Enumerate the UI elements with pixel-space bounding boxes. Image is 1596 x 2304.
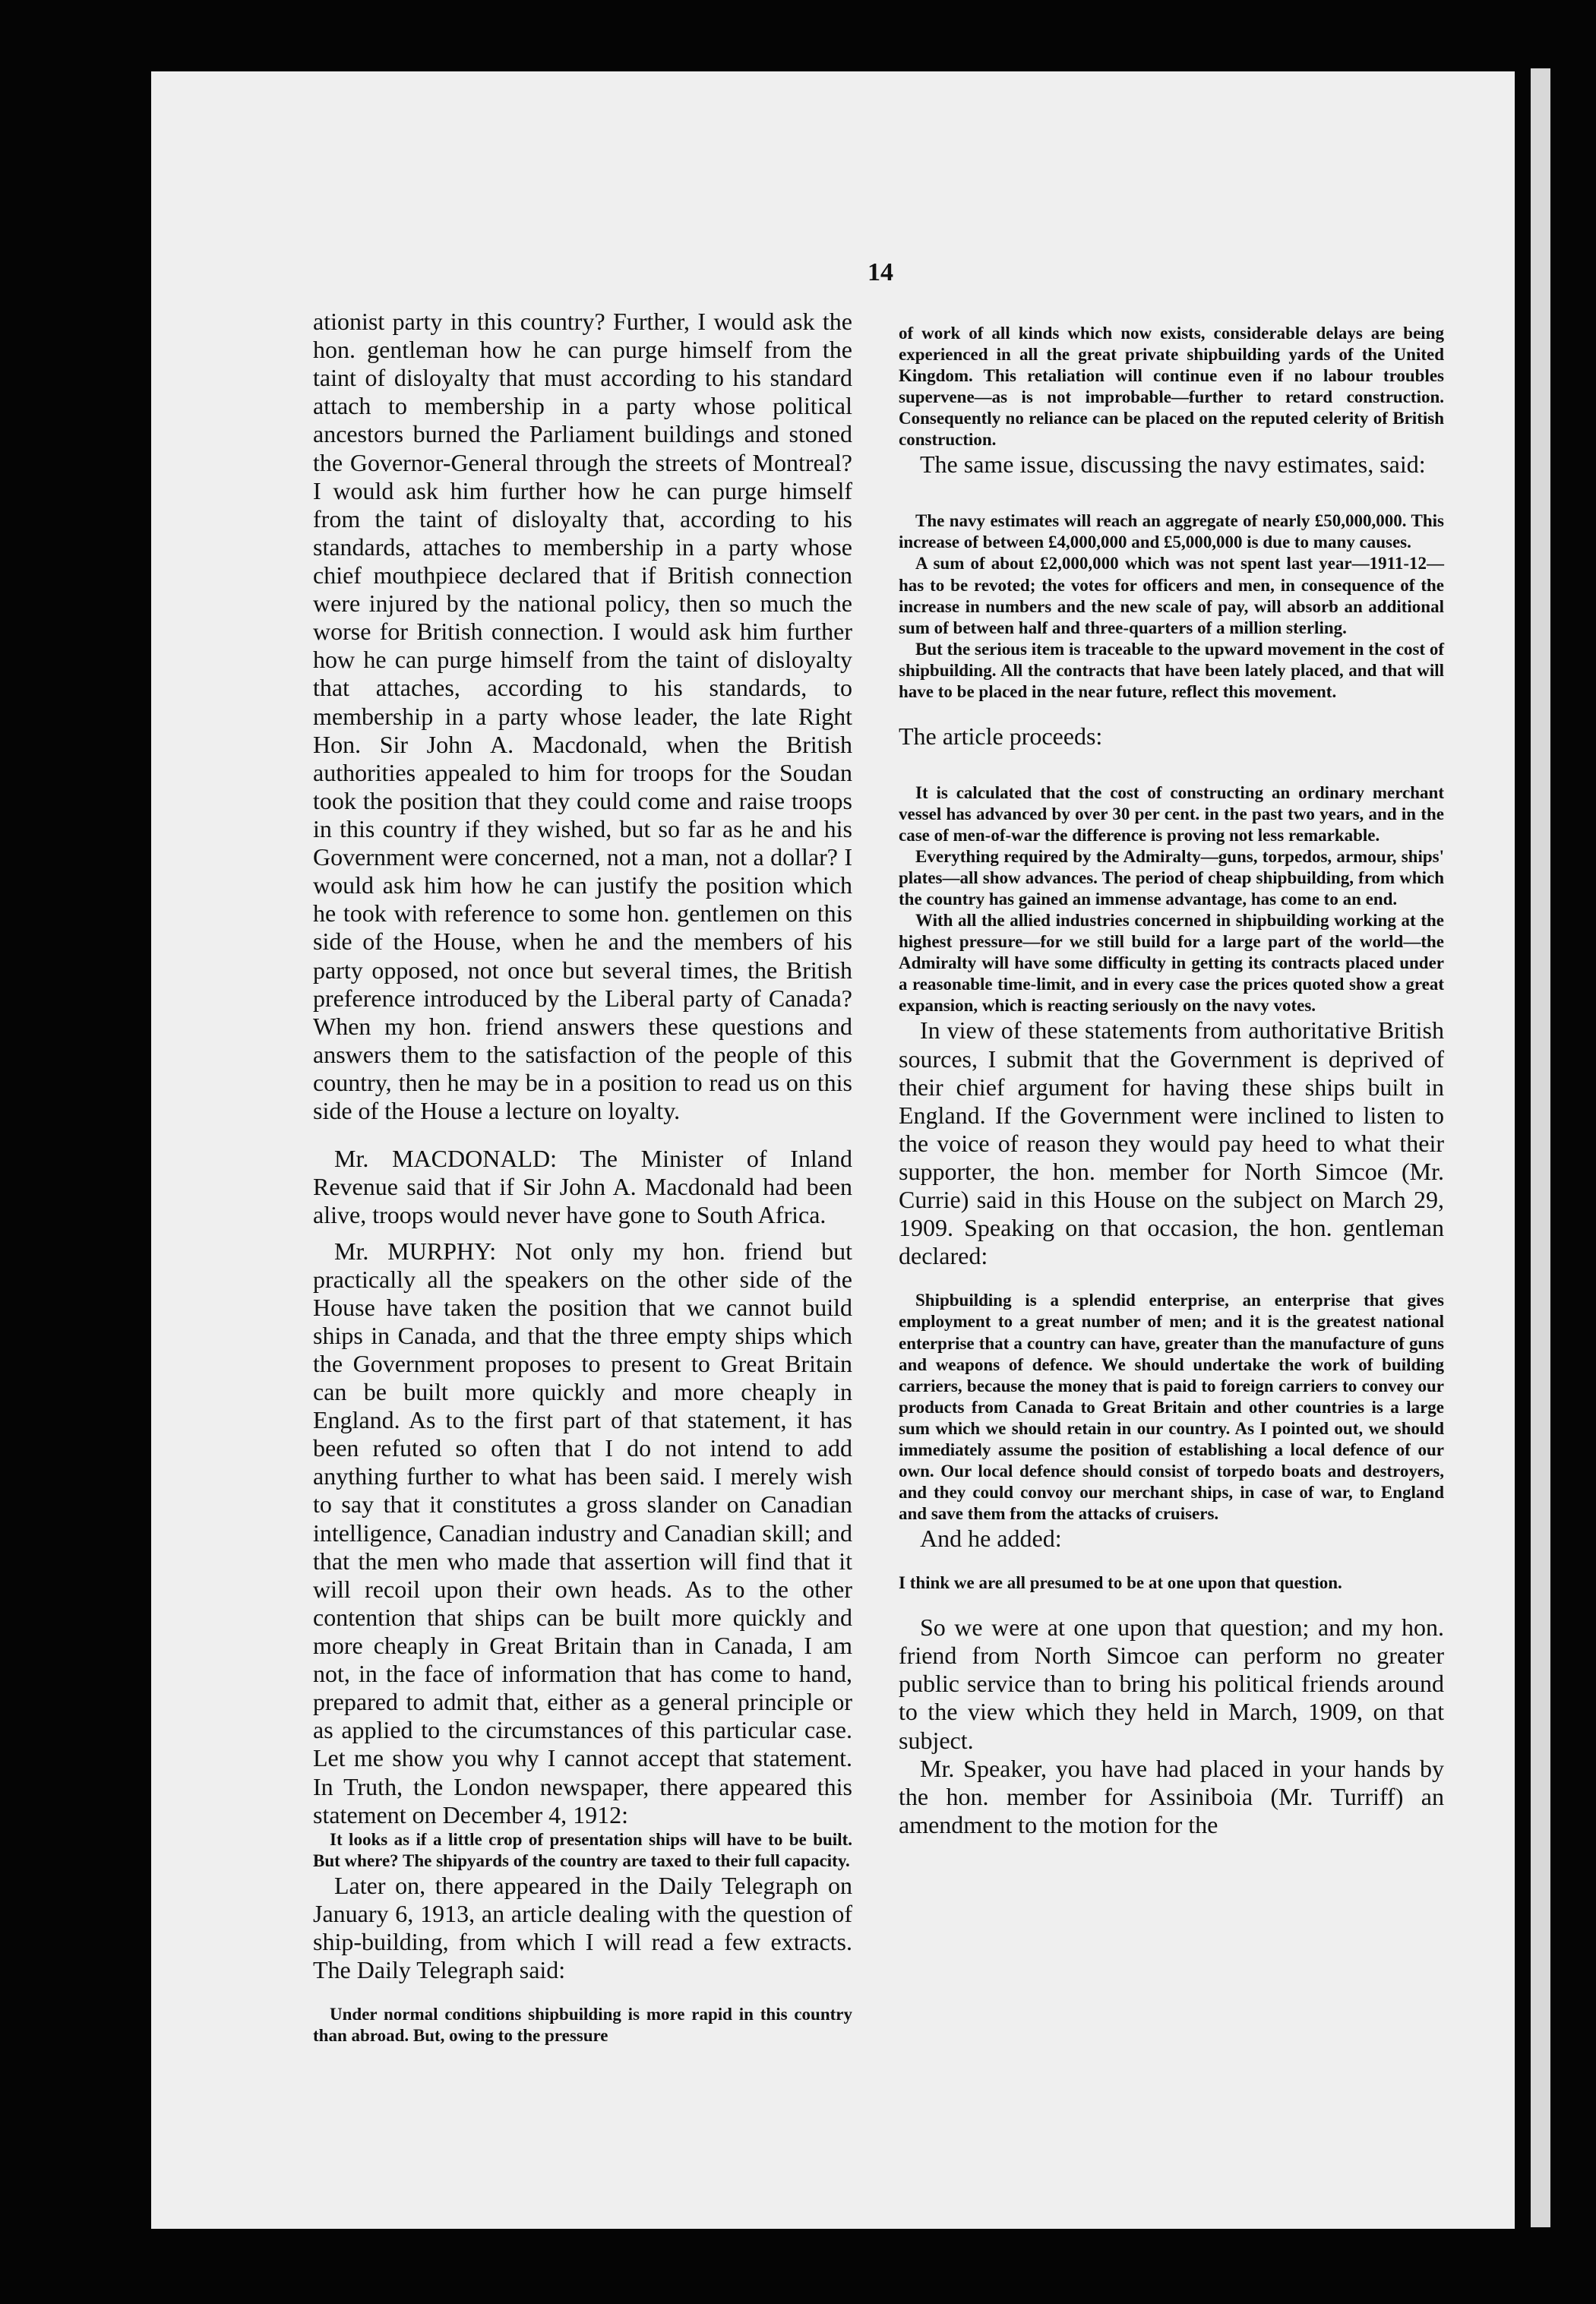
paragraph: The same issue, discussing the navy estimates, said: [920, 450, 1426, 479]
block-quote: But the serious item is traceable to the upward movement in the cost of shipbuilding. All the contracts that have been lately placed, and that will have to be placed in the near future, reflect this movement. [899, 639, 1444, 701]
block-quote: It looks as if a little crop of presentation ships will have to be built. But where? The shipyards of the country are taxed to their full capacity. [313, 1829, 852, 1870]
paragraph: Mr. MACDONALD: The Minister of Inland Revenue said that if Sir John A. Macdonald had been alive, troops would never have gone to South Africa. [313, 1145, 852, 1229]
right-column [899, 323, 1444, 1839]
page-number: 14 [868, 258, 893, 286]
paragraph: And he added: [920, 1524, 1062, 1552]
paragraph: The article proceeds: [899, 722, 1103, 750]
paragraph: In view of these statements from authoritative British sources, I submit that the Government is deprived of their chief argument for having these ships built in England. If the Government were inclined to listen to the voice of reason they would pay heed to what their supporter, the hon. member for North Simcoe (Mr. Currie) said in this House on the subject on March 29, 1909. Speaking on that occasion, the hon. gentleman declared: [899, 1016, 1444, 1270]
block-quote: Under normal conditions shipbuilding is more rapid in this country than abroad. But, owing to the pressure [313, 2005, 852, 2046]
block-quote: Shipbuilding is a splendid enterprise, an enterprise that gives employment to a great number of men; and it is the greatest national enterprise that a country can have, greater than the manufacture of guns and weapons of defence. We should undertake the work of building carriers, because the money that is paid to foreign carriers to convey our products from Canada to Great Britain and other countries is a large sum which we should retain in our country. As I pointed out, we should immediately assume the position of establishing a local defence of our own. Our local defence should consist of torpedo boats and destroyers, and they could convoy our merchant ships, in case of war, to England and save them from the attacks of cruisers. [899, 1291, 1444, 1523]
block-quote: A sum of about £2,000,000 which was not spent last year—1911-12—has to be revoted; the votes for officers and men, in consequence of the increase in numbers and the new scale of pay, will absorb an additional sum of between half and three-quarters of a million sterling. [899, 554, 1444, 637]
paragraph: ationist party in this country? Further, I would ask the hon. gentleman how he can purge himself from the taint of disloyalty that must according to his standard attach to membership in a party whose political ancestors burned the Parliament buildings and stoned the Governor-General through the streets of Montreal? I would ask him further how he can purge himself from the taint of disloyalty that, according to his standards, attaches to membership in a party whose chief mouthpiece declared that if British connection were injured by the national policy, then so much the worse for British connection. I would ask him further how he can purge himself from the taint of disloyalty that attaches, according to his standards, to membership in a party whose leader, the late Right Hon. Sir John A. Macdonald, when the British authorities appealed to him for troops for the Soudan took the position that they could come and raise troops in this country if they wished, but so far as he and his Government were concerned, not a man, not a dollar? I would ask him how he can justify the position which he took with reference to some hon. gentlemen on this side of the House, when he and the members of his party opposed, not once but several times, the British preference introduced by the Liberal party of Canada? When my hon. friend answers these questions and answers them to the satisfaction of the people of this country, then he may be in a position to read us on this side of the House a lecture on loyalty. [313, 308, 852, 1125]
paragraph: Mr. Speaker, you have had placed in your hands by the hon. member for Assiniboia (Mr. Turriff) an amendment to the motion for the [899, 1754, 1444, 1838]
paragraph: So we were at one upon that question; and my hon. friend from North Simcoe can perform no greater public service than to bring his political friends around to the view which they held in March, 1909, on that subject. [899, 1613, 1444, 1754]
block-quote: It is calculated that the cost of constructing an ordinary merchant vessel has advanced by over 30 per cent. in the past two years, and in the case of men-of-war the difference is proving not less remarkable. [899, 782, 1444, 845]
paragraph: Later on, there appeared in the Daily Telegraph on January 6, 1913, an article dealing with the question of ship-building, from which I will read a few extracts. The Daily Telegraph said: [313, 1871, 852, 1984]
paragraph: Mr. MURPHY: Not only my hon. friend but practically all the speakers on the other side of the House have taken the position that we cannot build ships in Canada, and that the three empty ships which the Government proposes to present to Great Britain can be built more quickly and more cheaply in England. As to the first part of that statement, it has been refuted so often that I do not intend to add anything further to what has been said. I merely wish to say that it constitutes a gross slander on Canadian intelligence, Canadian industry and Canadian skill; and that the men who made that assertion will find that it will recoil upon their own heads. As to the other contention that ships can be built more quickly and more cheaply in Great Britain than in Canada, I am not, in the face of information that has come to hand, prepared to admit that, either as a general principle or as applied to the circumstances of this particular case. Let me show you why I cannot accept that statement. In Truth, the London newspaper, there appeared this statement on December 4, 1912: [313, 1237, 852, 1828]
block-quote: I think we are all presumed to be at one upon that question. [899, 1573, 1342, 1593]
page-edge [1531, 68, 1550, 2227]
block-quote: of work of all kinds which now exists, considerable delays are being experienced in all the great private shipbuilding yards of the United Kingdom. This retaliation will continue even if no labour troubles supervene—as is not improbable—further to retard construction. Consequently no reliance can be placed on the reputed celerity of British construction. [899, 324, 1444, 450]
left-column [313, 308, 852, 2046]
block-quote: With all the allied industries concerned in shipbuilding working at the highest pressure—for we still build for a large part of the world—the Admiralty will have some difficulty in getting its contracts placed under a reasonable time-limit, and in every case the prices quoted show a great expansion, which is reacting seriously on the navy votes. [899, 911, 1444, 1016]
block-quote: Everything required by the Admiralty—guns, torpedos, armour, ships' plates—all show advances. The period of cheap shipbuilding, from which the country has gained an immense advantage, has come to an end. [899, 847, 1444, 909]
block-quote: The navy estimates will reach an aggregate of nearly £50,000,000. This increase of between £4,000,000 and £5,000,000 is due to many causes. [899, 511, 1444, 552]
